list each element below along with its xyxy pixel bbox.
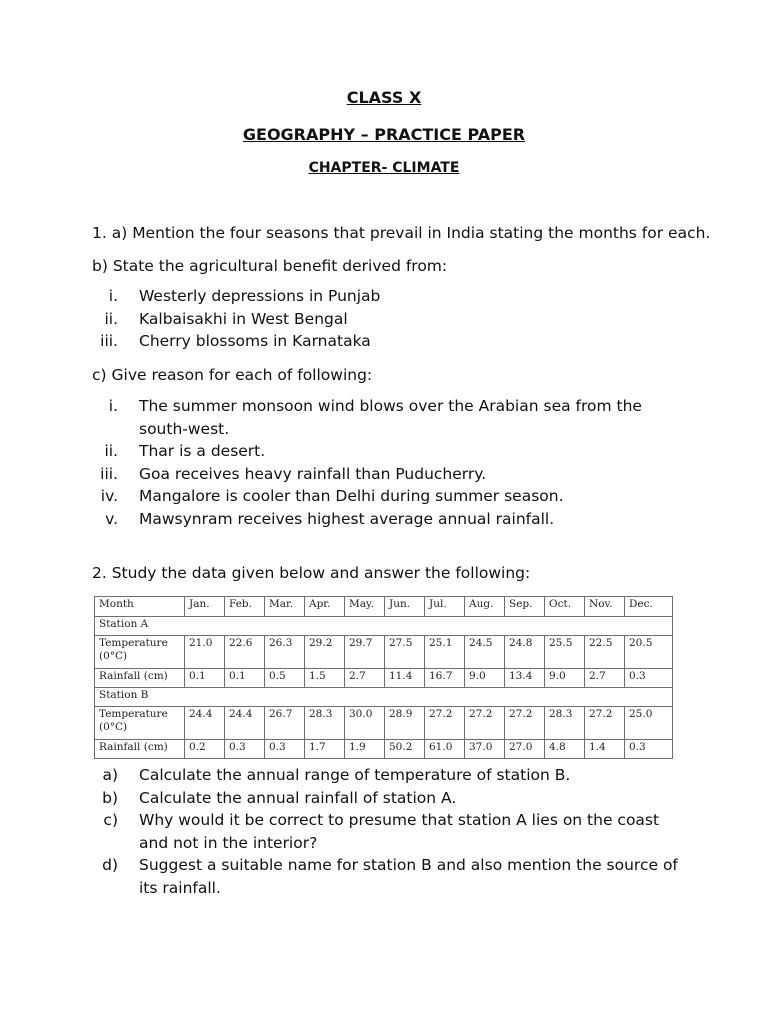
table-cell: 20.5 [625, 636, 673, 669]
table-cell: 37.0 [465, 740, 505, 759]
table-cell: Apr. [305, 597, 345, 617]
table-cell: 30.0 [345, 707, 385, 740]
table-cell: Jun. [385, 597, 425, 617]
table-cell: Feb. [225, 597, 265, 617]
table-row-label: Rainfall (cm) [95, 669, 185, 688]
question-2-list [92, 764, 682, 899]
list-item [92, 308, 682, 331]
table-cell: 27.0 [505, 740, 545, 759]
list-item-number: iv. [100, 487, 118, 505]
table-cell: May. [345, 597, 385, 617]
list-item-number: v. [105, 509, 118, 528]
table-cell: 24.4 [225, 707, 265, 740]
table-cell: 25.0 [625, 707, 673, 740]
class-heading: CLASS X [346, 88, 422, 107]
table-row-station-a [95, 617, 673, 636]
list-item-text: Calculate the annual range of temperature of station B. [139, 766, 571, 784]
table-cell: 27.2 [465, 707, 505, 740]
list-item [92, 809, 682, 854]
table-cell: 13.4 [505, 669, 545, 688]
question-1b-list [92, 285, 682, 353]
table-cell: 22.5 [585, 636, 625, 669]
table-row [95, 740, 673, 759]
table-cell: 28.3 [305, 707, 345, 740]
table-cell: 16.7 [425, 669, 465, 688]
table-cell: 22.6 [225, 636, 265, 669]
table-cell: 9.0 [545, 669, 585, 688]
list-item-text: Thar is a desert. [139, 442, 266, 460]
list-item-number: ii. [104, 442, 118, 460]
table-cell: 25.1 [425, 636, 465, 669]
table-cell: 28.3 [545, 707, 585, 740]
table-row-label: Month [95, 597, 185, 617]
list-item-number: ii. [104, 309, 118, 328]
table-cell: Nov. [585, 597, 625, 617]
table-row-label: Temperature (0°C) [95, 636, 185, 669]
list-item-number: iii. [100, 332, 118, 350]
table-row-label: Rainfall (cm) [95, 740, 185, 759]
list-item-text: Westerly depressions in Punjab [139, 287, 381, 305]
table-cell: 61.0 [425, 740, 465, 759]
table-cell: 24.5 [465, 636, 505, 669]
list-item [92, 787, 682, 810]
table-cell: 0.3 [265, 740, 305, 759]
list-item [92, 440, 682, 463]
question-1a: 1. a) Mention the four seasons that prevail in India stating the months for each. [92, 224, 711, 242]
list-item-text: Kalbaisakhi in West Bengal [139, 309, 348, 328]
list-item-text: Cherry blossoms in Karnataka [139, 332, 371, 350]
list-item [92, 330, 682, 353]
question-2-intro: 2. Study the data given below and answer the following: [92, 564, 531, 582]
climate-data-table [94, 596, 673, 759]
table-cell: 26.7 [265, 707, 305, 740]
table-cell: 29.7 [345, 636, 385, 669]
table-row [95, 636, 673, 669]
table-cell: 4.8 [545, 740, 585, 759]
table-cell: 0.1 [225, 669, 265, 688]
list-item-text: The summer monsoon wind blows over the Arabian sea from the south-west. [139, 397, 642, 438]
table-cell: 27.2 [585, 707, 625, 740]
table-row-station-b [95, 688, 673, 707]
table-cell: 0.3 [625, 669, 673, 688]
paper-title: GEOGRAPHY – PRACTICE PAPER [242, 125, 526, 144]
table-cell: 1.9 [345, 740, 385, 759]
table-cell: Jul. [425, 597, 465, 617]
list-item-text: Goa receives heavy rainfall than Puducherry. [139, 464, 487, 483]
table-cell: Jan. [185, 597, 225, 617]
table-cell: 11.4 [385, 669, 425, 688]
table-cell: Sep. [505, 597, 545, 617]
table-cell: 0.3 [225, 740, 265, 759]
table-cell: 21.0 [185, 636, 225, 669]
table-cell: Aug. [465, 597, 505, 617]
list-item [92, 485, 682, 508]
table-cell: 27.5 [385, 636, 425, 669]
table-header-row [95, 597, 673, 617]
table-cell: 0.2 [185, 740, 225, 759]
station-b-label: Station B [95, 688, 673, 707]
table-cell: 29.2 [305, 636, 345, 669]
table-row [95, 669, 673, 688]
list-item-text: Suggest a suitable name for station B and also mention the source of its rainfall. [139, 856, 678, 897]
table-cell: 24.8 [505, 636, 545, 669]
table-cell: 1.5 [305, 669, 345, 688]
table-cell: 25.5 [545, 636, 585, 669]
table-cell: 9.0 [465, 669, 505, 688]
list-item-number: i. [108, 287, 118, 305]
table-cell: 24.4 [185, 707, 225, 740]
table-cell: 2.7 [585, 669, 625, 688]
chapter-title: CHAPTER- CLIMATE [308, 160, 460, 176]
table-cell: 27.2 [425, 707, 465, 740]
list-item-number: c) [103, 811, 118, 829]
list-item [92, 764, 682, 787]
list-item [92, 285, 682, 308]
list-item [92, 395, 682, 440]
table-cell: 50.2 [385, 740, 425, 759]
table-cell: Oct. [545, 597, 585, 617]
list-item-number: b) [102, 788, 118, 807]
table-cell: 0.1 [185, 669, 225, 688]
table-cell: 27.2 [505, 707, 545, 740]
list-item-number: i. [108, 397, 118, 415]
list-item-text: Why would it be correct to presume that station A lies on the coast and not in the interior? [139, 811, 660, 852]
table-cell: 28.9 [385, 707, 425, 740]
question-1c-list [92, 395, 682, 530]
list-item [92, 463, 682, 486]
list-item-number: d) [102, 856, 118, 874]
table-cell: Mar. [265, 597, 305, 617]
list-item-text: Mawsynram receives highest average annual rainfall. [139, 509, 555, 528]
table-cell: 26.3 [265, 636, 305, 669]
station-a-label: Station A [95, 617, 673, 636]
list-item-number: iii. [100, 464, 118, 483]
question-1b: b) State the agricultural benefit derived from: [92, 257, 448, 275]
table-cell: 0.3 [625, 740, 673, 759]
list-item-number: a) [102, 766, 118, 784]
table-cell: 1.7 [305, 740, 345, 759]
table-cell: Dec. [625, 597, 673, 617]
list-item-text: Mangalore is cooler than Delhi during summer season. [139, 487, 564, 505]
list-item-text: Calculate the annual rainfall of station A. [139, 788, 457, 807]
table-cell: 0.5 [265, 669, 305, 688]
table-cell: 2.7 [345, 669, 385, 688]
list-item [92, 508, 682, 531]
table-row-label: Temperature (0°C) [95, 707, 185, 740]
list-item [92, 854, 682, 899]
question-1c: c) Give reason for each of following: [92, 366, 373, 384]
table-row [95, 707, 673, 740]
table-cell: 1.4 [585, 740, 625, 759]
